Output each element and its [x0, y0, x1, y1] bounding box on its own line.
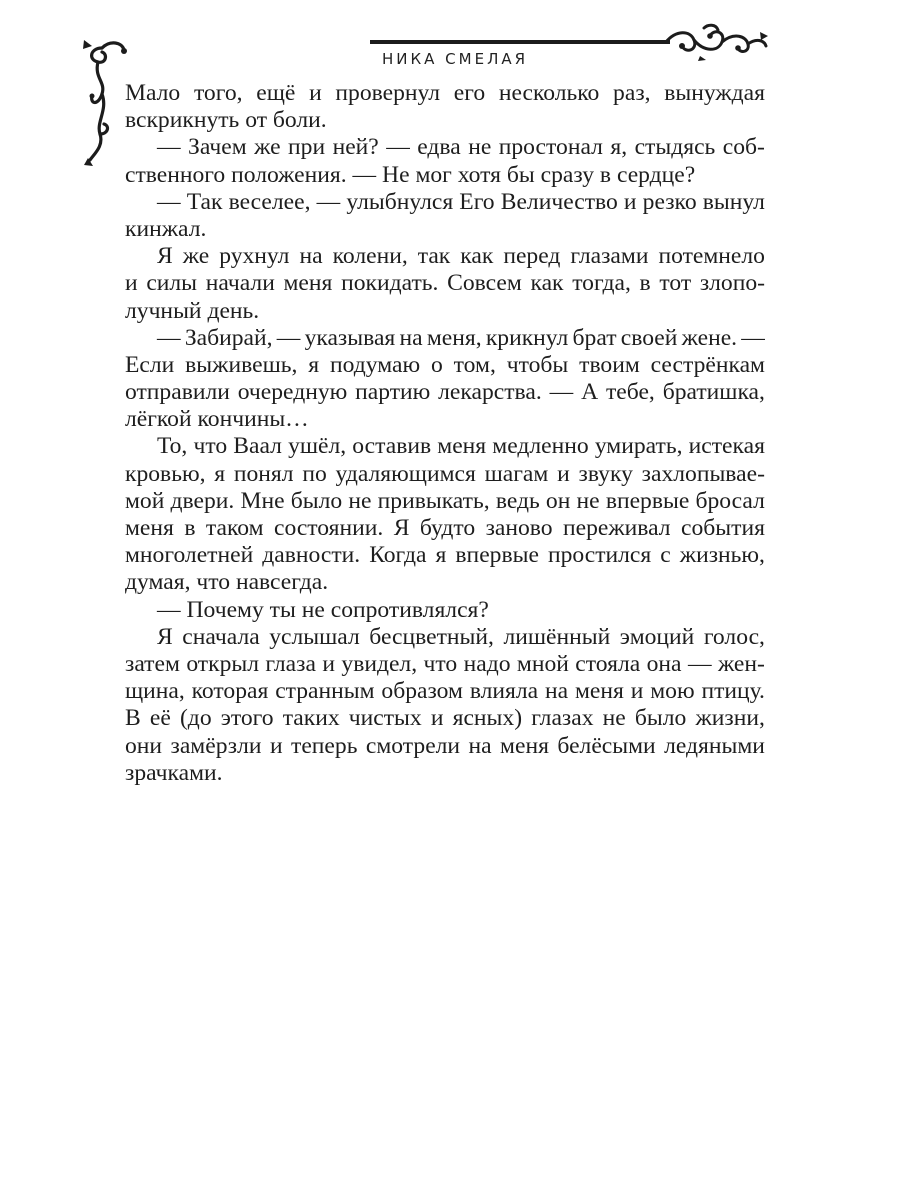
text-line: отправили очередную партию лекарства. — А тебе, братишка,: [125, 379, 765, 406]
text-line: Я сначала услышал бесцветный, лишённый эмоций голос,: [157, 623, 765, 650]
text-line: думая, что навсегда.: [125, 569, 329, 596]
text-line: кинжал.: [125, 215, 207, 242]
text-line: В её (до этого таких чистых и ясных) глазах не было жизни,: [125, 705, 765, 732]
text-line: они замёрзли и теперь смотрели на меня белёсыми ледяными: [125, 732, 765, 759]
text-line: зрачками.: [125, 759, 223, 786]
left-scroll-ornament-icon: [80, 30, 130, 170]
text-line: — Зачем же при ней? — едва не простонал я, стыдясь соб-: [157, 134, 765, 161]
text-line: вскрикнуть от боли.: [125, 107, 327, 134]
text-line: и силы начали меня покидать. Совсем как тогда, в тот злопо-: [125, 270, 765, 297]
body-text: [125, 80, 765, 787]
text-line: меня в таком состоянии. Я будто заново переживал события: [125, 515, 765, 541]
text-line: мой двери. Мне было не привыкать, ведь он не впервые бросал: [125, 487, 765, 514]
text-line: лёгкой кончины…: [125, 406, 309, 433]
text-line: — Так веселее, — улыбнулся Его Величество и резко вынул: [157, 188, 765, 215]
text-line: кровью, я понял по удаляющимся шагам и звуку захлопывае-: [125, 460, 765, 487]
text-line: ственного положения. — Не мог хотя бы сразу в сердце?: [125, 161, 696, 188]
text-line: щина, которая странным образом влияла на меня и мою птицу.: [125, 678, 765, 705]
header-rule: [370, 40, 670, 44]
text-line: — Забирай, — указывая на меня, крикнул брат своей жене. —: [157, 324, 765, 351]
text-line: Мало того, ещё и провернул его несколько раз, вынуждая: [125, 80, 765, 106]
running-title: НИКА СМЕЛАЯ: [382, 50, 529, 68]
text-line: затем открыл глаза и увидел, что надо мной стояла она — жен-: [125, 650, 765, 677]
right-scroll-ornament-icon: [660, 22, 770, 62]
text-line: лучный день.: [125, 297, 260, 324]
text-line: — Почему ты не сопротивлялся?: [157, 596, 489, 623]
text-line: То, что Ваал ушёл, оставив меня медленно умирать, истекая: [157, 433, 765, 460]
text-line: многолетней давности. Когда я впервые простился с жизнью,: [125, 542, 765, 569]
text-line: Я же рухнул на колени, так как перед глазами потемнело: [157, 243, 765, 270]
text-line: Если выживешь, я подумаю о том, чтобы твоим сестрёнкам: [125, 351, 765, 378]
